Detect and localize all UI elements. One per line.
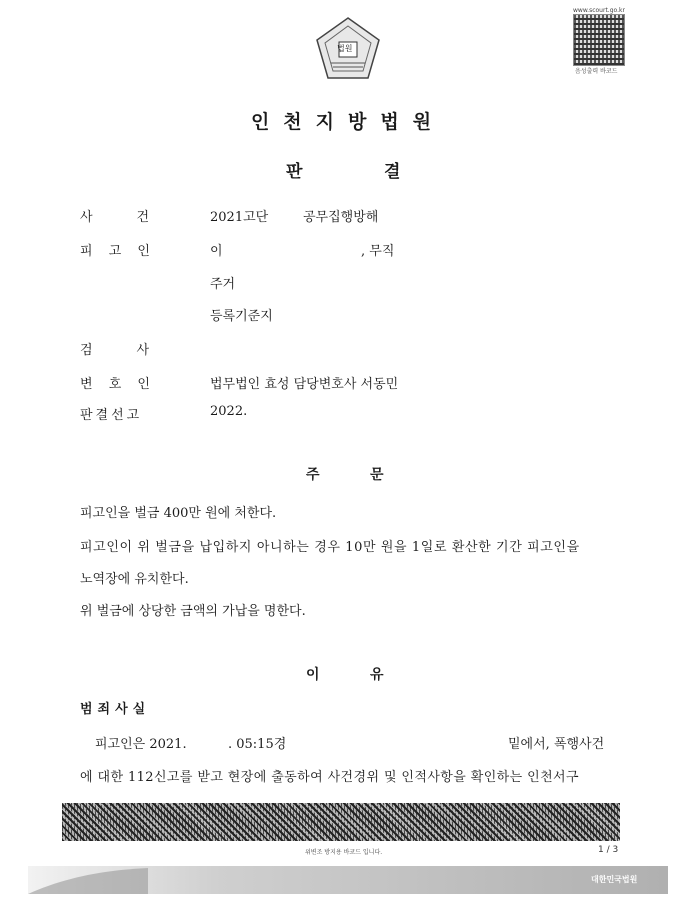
page-number: 1 / 3 xyxy=(598,845,619,855)
verdict-date: 2022. xyxy=(210,404,248,419)
facts-line-2: 에 대한 112신고를 받고 현장에 출동하여 사건경위 및 인적사항을 확인하는 인천서구 xyxy=(80,770,579,785)
verdict-date-label: 판결선고 xyxy=(80,408,143,423)
crime-facts-heading: 범죄사실 xyxy=(80,702,151,717)
barcode-note: 위변조 방지용 바코드 입니다. xyxy=(305,849,383,856)
court-name: 인천지방법원 xyxy=(250,111,446,133)
footer-swoosh-icon xyxy=(28,866,148,894)
defendant-label: 피 고 인 xyxy=(80,244,156,259)
defendant-registration: 등록기준지 xyxy=(210,309,273,324)
verification-qr-code xyxy=(573,14,625,66)
defendant-occupation: , 무직 xyxy=(361,244,395,259)
verification-url: www.scourt.go.kr xyxy=(573,7,625,14)
lawyer-name: 법무법인 효성 담당변호사 서동민 xyxy=(210,377,399,392)
lawyer-label: 변 호 인 xyxy=(80,377,156,392)
prosecutor-label: 검 사 xyxy=(80,343,156,358)
order-line-2: 피고인이 위 벌금을 납입하지 아니하는 경우 10만 원을 1일로 환산한 기간 피고인을 xyxy=(80,540,580,555)
footer-brand: 대한민국법원 xyxy=(591,875,638,884)
anti-forgery-barcode xyxy=(62,803,620,841)
order-line-4: 위 벌금에 상당한 금액의 가납을 명한다. xyxy=(80,604,306,619)
defendant-name: 이 xyxy=(210,244,223,259)
order-heading-second: 문 xyxy=(370,467,384,483)
barcode-caption: 음성출력 바코드 xyxy=(575,68,618,75)
reasons-heading-second: 유 xyxy=(370,667,384,683)
doc-title-first: 판 xyxy=(286,162,303,182)
doc-title-second: 결 xyxy=(384,162,401,182)
seal-lettering: 법원 xyxy=(337,44,353,53)
case-label: 사 건 xyxy=(80,210,156,225)
order-heading-first: 주 xyxy=(306,467,320,483)
facts-line-1-start: 피고인은 2021. xyxy=(95,737,187,752)
case-number: 2021고단 xyxy=(210,210,269,225)
order-line-1: 피고인을 벌금 400만 원에 처한다. xyxy=(80,506,277,521)
reasons-heading-first: 이 xyxy=(306,667,320,683)
facts-line-1-time: . 05:15경 xyxy=(228,737,287,752)
defendant-address: 주거 xyxy=(210,277,236,292)
order-line-3: 노역장에 유치한다. xyxy=(80,572,189,587)
case-name: 공무집행방해 xyxy=(303,210,379,225)
facts-line-1-end: 밑에서, 폭행사건 xyxy=(508,737,605,752)
